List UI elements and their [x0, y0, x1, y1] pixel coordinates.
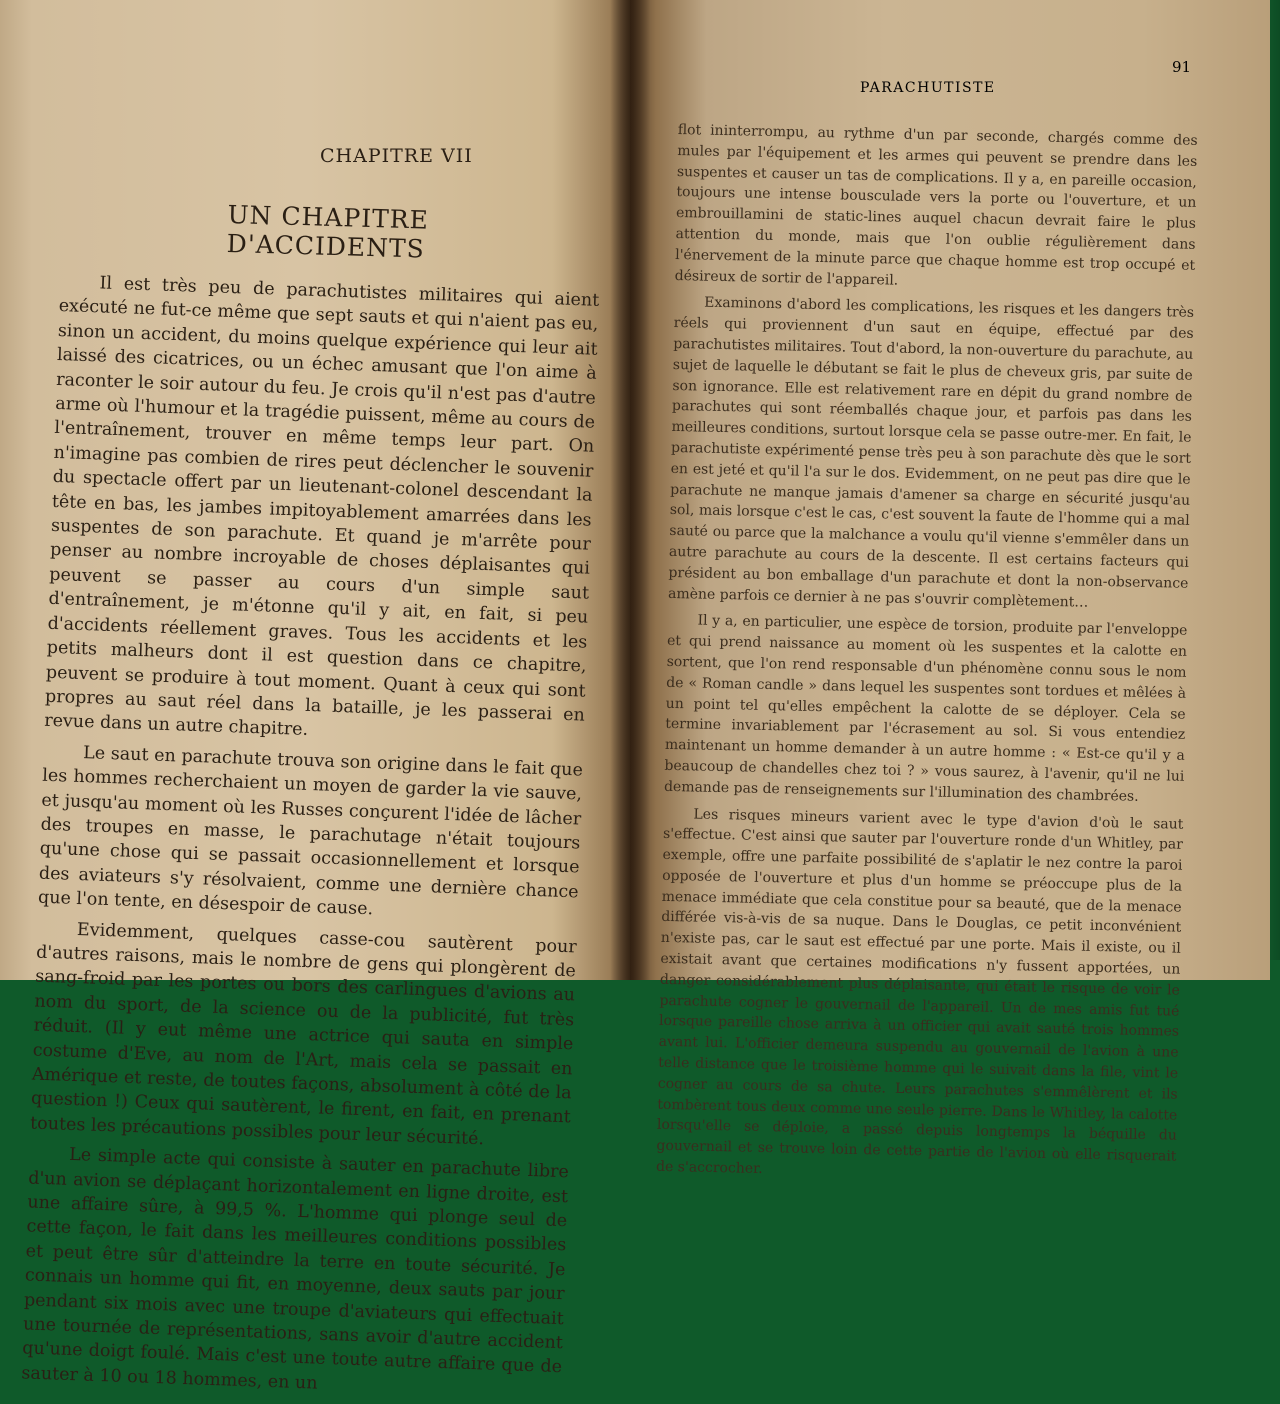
paragraph: Examinons d'abord les complications, les risques et les dangers très réels qui proviennent d'un saut en équipe, effectué par des parachutistes militaires. Tout d'abord, la non-ouverture du parachute, au sujet de laquelle le débutant se fait le plus de cheveux gris, par suite de son ignorance. Elle est relativement rare en dépit du grand nombre de parachutes qui sont réemballés chaque jour, et parfois pas dans les meilleures conditions, surtout lorsque cela se passe outre-mer. En fait, le parachutiste expérimenté pense très peu à son parachute dès que le sort en est jeté et qu'il l'a sur le dos. Evidemment, on ne peut pas dire que le parachute ne manque jamais d'amener sa charge en sécurité jusqu'au sol, mais lorsque c'est le cas, c'est souvent la faute de l'homme qui a mal sauté ou parce que la malchance a voulu qu'il vienne s'emmêler dans un autre parachute au cours de la descente. Il est certains facteurs qui président au bon emballage d'un parachute et dont la non-observance amène parfois ce dernier à ne pas s'ouvrir complètement…	[667, 294, 1195, 611]
paragraph: Il y a, en particulier, une espèce de torsion, produite par l'enveloppe et qui prend naissance au moment où les suspentes et la calotte en sortent, que l'on rend responsable d'un phénomène connu sous le nom de « Roman candle » dans lequel les suspentes sont tordues et mêlées à un point tel qu'elles empêchent la calotte de se déployer. Cela se termine invariablement par l'écrasement au sol. Si vous entendiez maintenant un homme demander à un autre homme : « Est-ce qu'il y a beaucoup de chandelles chez toi ? » vous saurez, à l'avenir, qu'il ne lui demande pas de renseignements sur l'illumination des chambrées.	[663, 612, 1188, 805]
left-page	[0, 0, 630, 1394]
paragraph: Evidemment, quelques casse-cou sautèrent pour d'autres raisons, mais le nombre de gens qui plongèrent de sang-froid par les portes ou bors des carlingues d'avions au nom du sport, de la science ou de la publicité, fut très réduit. (Il y eut même une actrice qui sauta en simple costume d'Eve, au nom de l'Art, mais cela se passait en Amérique et reste, de toutes façons, absolument à côté de la question !) Ceux qui sautèrent, le firent, en fait, en prenant toutes les précautions possibles pour leur sécurité.	[29, 919, 578, 1150]
paragraph: flot ininterrompu, au rythme d'un par seconde, chargés comme des mules par l'équipement et les armes qui peuvent se prendre dans les suspentes et causer un tas de complications. Il y a, en pareille occasion, toujours une intense bousculade vers la porte ou l'ouverture, et un embrouillamini de static-lines auquel chacun devrait faire le plus attention du monde, mais que l'on oublie régulièrement dans l'énervement de la minute parce que chaque homme est trop occupé et désireux de sortir de l'appareil.	[674, 121, 1198, 289]
running-head: PARACHUTISTE	[860, 80, 996, 96]
paragraph: Il est très peu de parachutistes militaires qui aient exécuté ne fut-ce même que sept sauts et qui n'aient pas eu, sinon un accident, du moins quelque expérience qui leur ait laissé des cicatrices, ou un échec amusant que l'on aime à raconter le soir autour du feu. Je crois qu'il n'est pas d'autre arme où l'humour et la tragédie puissent, même au cours de l'entraînement, trouver en même temps leur part. On n'imagine pas combien de rires peut déclencher le souvenir du spectacle offert par un lieutenant-colonel descendant la tête en bas, les jambes impitoyablement amarrées dans les suspentes de son parachute. Et quand je m'arrête pour penser au nombre incroyable de choses déplaisantes qui peuvent se passer au cours d'un simple saut d'entraînement, je m'étonne qu'il y ait, en fait, si peu d'accidents réellement graves. Tous les accidents et les petits malheurs dont il est question dans ce chapitre, peuvent se produire à tout moment. Quant à ceux qui sont propres au saut réel dans la bataille, je les passerai en revue dans un autre chapitre.	[43, 273, 600, 741]
chapter-number: CHAPITRE VII	[320, 145, 473, 167]
paragraph: Le saut en parachute trouva son origine dans le fait que les hommes recherchaient un moyen de garder la vie sauve, et jusqu'au moment où les Russes conçurent l'idée de lâcher des troupes en masse, le parachutage n'était toujours qu'une chose qui se passait occasionnellement et lorsque des aviateurs s'y résolvaient, comme une dernière chance que l'on tente, en désespoir de cause.	[37, 742, 584, 920]
paragraph: Le simple acte qui consiste à sauter en parachute libre d'un avion se déplaçant horizontalement en ligne droite, est une affaire sûre, à 99,5 %. L'homme qui plonge seul de cette façon, le fait dans les meilleures conditions possibles et peut être sûr d'atteindre la terre en toute sécurité. Je connais un homme qui fit, en moyenne, deux sauts par jour pendant six mois avec une troupe d'aviateurs qui effectuait une tournée de représentations, sans avoir d'autre accident qu'une doigt foulé. Mais c'est une toute autre affaire que de sauter à 10 ou 18 hommes, en un	[21, 1145, 570, 1394]
left-page-body	[21, 270, 600, 1404]
book-gutter	[610, 0, 650, 980]
right-page-body	[656, 120, 1198, 1189]
page-number: 91	[1172, 58, 1192, 76]
paragraph: Les risques mineurs varient avec le type d'avion d'où le saut s'effectue. C'est ainsi que sauter par l'ouverture ronde d'un Whitley, par exemple, offre une parfaite possibilité de s'aplatir le nez contre la paroi opposée de l'ouverture et plus d'un homme se préoccupe plus de la menace immédiate que cela constitue pour sa beauté, que de la menace différée vis-à-vis de sa nuque. Dans le Douglas, ce petit inconvénient n'existe pas, car le saut est effectué par une porte. Mais il existe, ou il existait avant que certaines modifications n'y fussent apportées, un danger considérablement plus déplaisante, qui était le risque de voir le parachute cogner le gouvernail de l'appareil. Un de mes amis fut tué lorsque pareille chose arriva à un officier qui avait sauté trois hommes avant lui. L'officier demeura suspendu au gouvernail de l'avion à une telle distance que le troisième homme qui le suivait dans la file, vint le cogner au cours de sa chute. Leurs parachutes s'emmêlèrent et ils tombèrent tous deux comme une seule pierre. Dans le Whitley, la calotte lorsqu'elle se déploie, a passé depuis longtemps la béquille du gouvernail et se trouve loin de cette partie de l'avion où elle risquerait de s'accrocher.	[655, 805, 1184, 1178]
chapter-title: UN CHAPITRE D'ACCIDENTS	[226, 200, 430, 264]
